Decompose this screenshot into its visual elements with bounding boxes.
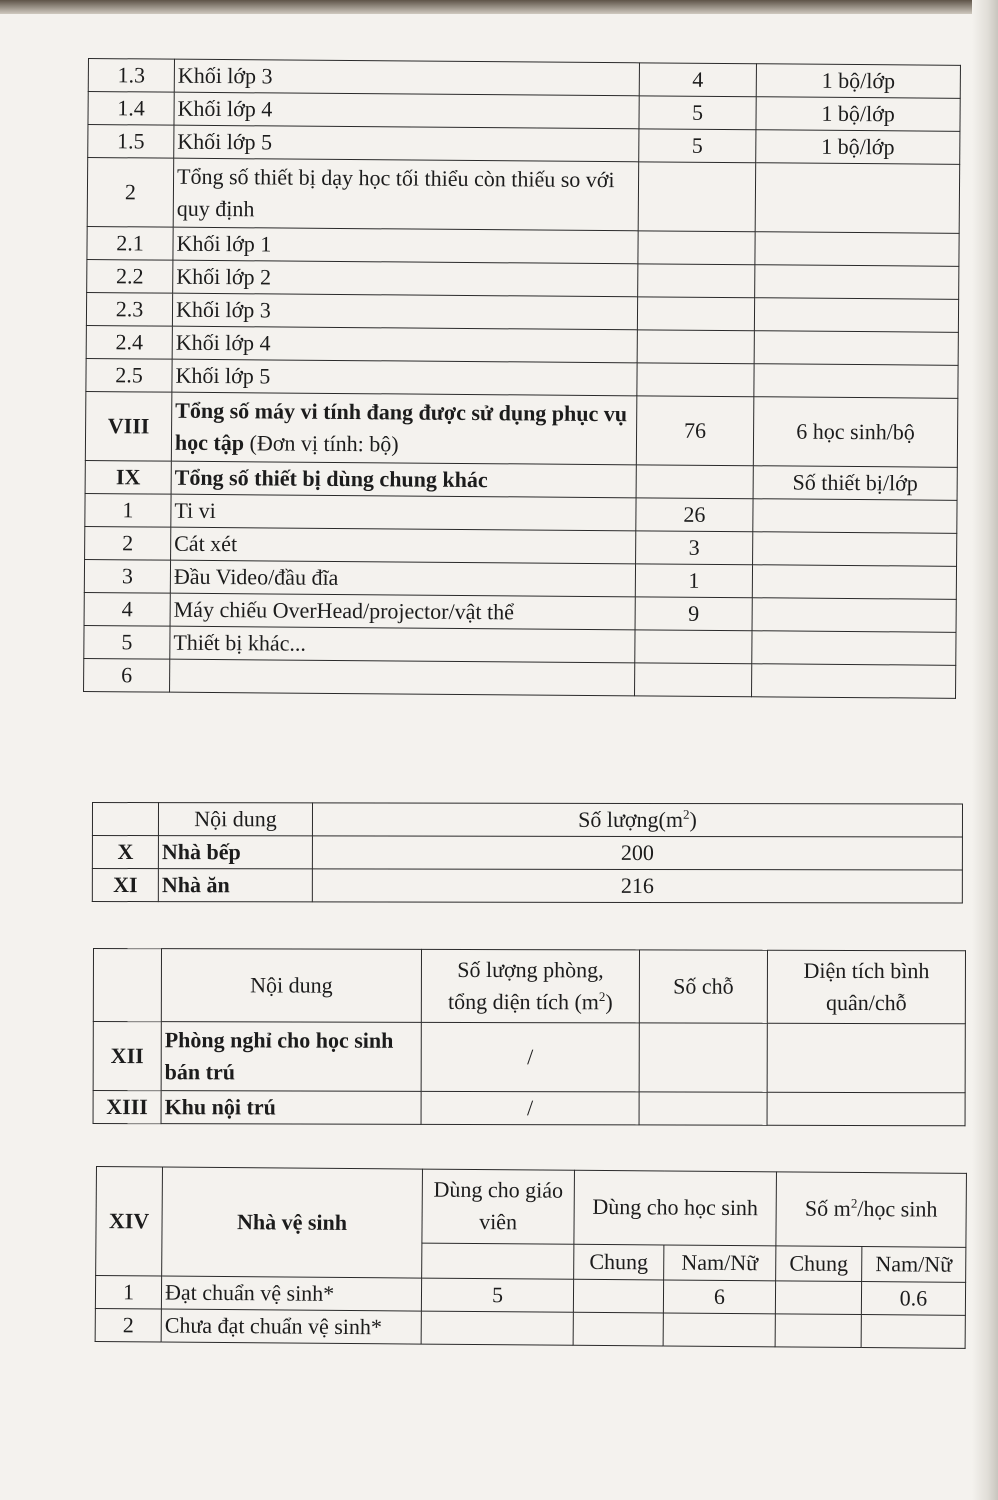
row-common bbox=[573, 1312, 663, 1346]
table-row bbox=[92, 869, 962, 904]
subheader-common: Chung bbox=[574, 1244, 664, 1280]
header-m2-suffix: /học sinh bbox=[857, 1196, 938, 1223]
table-row bbox=[84, 658, 956, 698]
section-quantity: 76 bbox=[636, 396, 754, 466]
row-content: Khối lớp 4 bbox=[174, 92, 639, 129]
row-quantity bbox=[635, 630, 752, 664]
row-content: Phòng nghỉ cho học sinh bán trú bbox=[161, 1022, 421, 1092]
row-quantity bbox=[638, 231, 755, 265]
row-number: X bbox=[92, 836, 158, 869]
row-note: 1 bộ/lớp bbox=[756, 130, 960, 165]
row-content: Đạt chuẩn vệ sinh* bbox=[161, 1276, 421, 1311]
row-quantity: 9 bbox=[635, 597, 752, 631]
row-note bbox=[753, 532, 957, 567]
header-rooms-text: tổng diện tích (m bbox=[447, 988, 599, 1015]
row-number: 2 bbox=[85, 526, 171, 560]
row-quantity: 216 bbox=[312, 869, 962, 903]
row-content: Nhà ăn bbox=[158, 869, 312, 902]
toilet-table bbox=[95, 1166, 967, 1349]
section-quantity bbox=[636, 465, 753, 499]
row-quantity: 4 bbox=[639, 63, 756, 97]
row-rooms: / bbox=[421, 1091, 639, 1125]
row-content: Ti vi bbox=[171, 494, 636, 531]
row-quantity bbox=[638, 162, 756, 232]
header-content: Nội dung bbox=[158, 803, 312, 836]
row-content: Khối lớp 4 bbox=[172, 326, 637, 363]
boarding-table bbox=[93, 948, 966, 1126]
header-area-line2: quân/chỗ bbox=[825, 989, 907, 1016]
table-row bbox=[92, 836, 962, 871]
row-number: 1.3 bbox=[88, 59, 174, 93]
section-note: 6 học sinh/bộ bbox=[753, 397, 958, 468]
row-number: 2 bbox=[87, 158, 174, 228]
row-common bbox=[573, 1279, 663, 1313]
row-number: 2.5 bbox=[86, 358, 172, 392]
row-note bbox=[752, 664, 956, 699]
row-teacher bbox=[421, 1311, 573, 1345]
row-note: 1 bộ/lớp bbox=[756, 64, 960, 99]
row-content: Đầu Video/đầu đĩa bbox=[170, 560, 635, 597]
table-header-row bbox=[93, 949, 965, 1024]
table-row bbox=[93, 1091, 965, 1126]
document-page bbox=[0, 14, 998, 1500]
row-number: 5 bbox=[84, 625, 170, 659]
subheader-gender: Nam/Nữ bbox=[664, 1245, 776, 1281]
section-row-viii bbox=[85, 391, 958, 467]
table-header-row bbox=[92, 803, 962, 838]
row-content: Khối lớp 3 bbox=[174, 59, 639, 96]
row-content: Khối lớp 3 bbox=[172, 293, 637, 330]
header-m2-text: Số m bbox=[804, 1195, 851, 1222]
row-quantity: 200 bbox=[312, 836, 962, 870]
row-content: Khối lớp 5 bbox=[172, 359, 637, 396]
section-number: VIII bbox=[85, 391, 172, 461]
row-content: Cát xét bbox=[171, 527, 636, 564]
row-note bbox=[752, 598, 956, 633]
header-empty-cell bbox=[92, 803, 158, 836]
row-content: Khu nội trú bbox=[161, 1091, 421, 1125]
section-title: Tổng số máy vi tính đang được sử dụng phục vụ học tập bbox=[174, 397, 628, 456]
row-m2-gender: 0.6 bbox=[861, 1282, 965, 1316]
row-note bbox=[754, 331, 958, 366]
header-quantity-close: ) bbox=[689, 807, 697, 833]
row-content bbox=[170, 659, 635, 696]
row-quantity bbox=[635, 663, 752, 697]
header-content: Nội dung bbox=[161, 949, 421, 1023]
table-row bbox=[95, 1308, 965, 1348]
row-content: Khối lớp 2 bbox=[173, 260, 638, 297]
table-row bbox=[87, 158, 960, 234]
row-number: 6 bbox=[84, 658, 170, 692]
row-gender bbox=[663, 1313, 775, 1347]
equipment-table-body bbox=[84, 59, 961, 699]
row-note bbox=[755, 265, 959, 300]
header-quantity-sup: 2 bbox=[682, 806, 690, 822]
section-number: XIV bbox=[96, 1167, 163, 1277]
row-number: XI bbox=[92, 869, 158, 902]
row-number: 3 bbox=[84, 559, 170, 593]
row-area bbox=[767, 1092, 965, 1126]
row-note bbox=[755, 163, 960, 234]
header-rooms-line2 bbox=[425, 986, 636, 1018]
header-quantity-text: Số lượng(m bbox=[578, 806, 683, 833]
row-number: 4 bbox=[84, 592, 170, 626]
row-number: 1.5 bbox=[88, 125, 174, 159]
row-number: 1 bbox=[85, 493, 171, 527]
row-quantity: 5 bbox=[639, 96, 756, 130]
subheader-common-m2: Chung bbox=[776, 1246, 862, 1282]
row-quantity bbox=[637, 363, 754, 397]
table-row bbox=[93, 1022, 965, 1093]
row-content: Máy chiếu OverHead/projector/vật thể bbox=[170, 593, 635, 630]
row-number: XII bbox=[93, 1022, 161, 1091]
row-quantity: 1 bbox=[635, 564, 752, 598]
kitchen-table bbox=[92, 802, 963, 904]
header-m2-sup: 2 bbox=[850, 1196, 858, 1212]
row-content: Chưa đạt chuẩn vệ sinh* bbox=[161, 1309, 421, 1344]
row-content: Nhà bếp bbox=[158, 836, 312, 869]
section-content bbox=[171, 392, 637, 465]
row-number: 1.4 bbox=[88, 92, 174, 126]
row-quantity: 26 bbox=[636, 498, 753, 532]
header-rooms-line1: Số lượng phòng, bbox=[457, 957, 604, 983]
section-number: IX bbox=[85, 460, 171, 494]
row-m2-gender bbox=[861, 1315, 965, 1349]
row-note bbox=[755, 232, 959, 267]
row-number: 2.4 bbox=[86, 325, 172, 359]
row-number: 1 bbox=[95, 1276, 161, 1310]
header-empty-cell bbox=[93, 949, 161, 1022]
row-rooms: / bbox=[421, 1022, 639, 1092]
row-quantity bbox=[638, 264, 755, 298]
row-quantity bbox=[637, 297, 754, 331]
header-rooms bbox=[421, 949, 639, 1023]
row-number: XIII bbox=[93, 1091, 161, 1124]
row-note bbox=[752, 631, 956, 666]
row-note bbox=[752, 565, 956, 600]
row-note bbox=[754, 298, 958, 333]
row-content: Tổng số thiết bị dạy học tối thiểu còn thiếu so với quy định bbox=[173, 158, 639, 231]
subheader-gender-m2: Nam/Nữ bbox=[862, 1246, 966, 1282]
row-m2-common bbox=[775, 1281, 861, 1315]
header-quantity bbox=[312, 803, 962, 837]
row-seats bbox=[639, 1023, 767, 1092]
row-number: 2 bbox=[95, 1308, 161, 1342]
header-area bbox=[767, 950, 965, 1024]
row-teacher: 5 bbox=[421, 1278, 573, 1312]
section-title: Nhà vệ sinh bbox=[162, 1167, 423, 1278]
row-number: 2.3 bbox=[86, 292, 172, 326]
header-area-line1: Diện tích bình bbox=[803, 957, 930, 984]
row-m2-common bbox=[775, 1314, 861, 1348]
row-content: Khối lớp 5 bbox=[174, 125, 639, 162]
row-area bbox=[767, 1023, 965, 1093]
row-quantity: 3 bbox=[636, 531, 753, 565]
row-quantity bbox=[637, 330, 754, 364]
row-number: 2.2 bbox=[87, 259, 173, 293]
table-header-row bbox=[96, 1167, 967, 1248]
section-unit: (Đơn vị tính: bộ) bbox=[243, 430, 399, 457]
header-rooms-close: ) bbox=[605, 989, 613, 1015]
header-m2-per-student bbox=[776, 1172, 967, 1247]
section-content: Tổng số thiết bị dùng chung khác bbox=[171, 461, 636, 498]
row-content: Khối lớp 1 bbox=[173, 227, 638, 264]
page-top-edge bbox=[0, 0, 998, 14]
row-content: Thiết bị khác... bbox=[170, 626, 635, 663]
row-note: 1 bộ/lớp bbox=[756, 97, 960, 132]
header-rooms-sup: 2 bbox=[598, 988, 606, 1005]
header-student: Dùng cho học sinh bbox=[574, 1170, 777, 1245]
row-note bbox=[754, 364, 958, 399]
row-quantity: 5 bbox=[639, 129, 756, 163]
row-seats bbox=[639, 1092, 767, 1125]
row-number: 2.1 bbox=[87, 226, 173, 260]
row-gender: 6 bbox=[663, 1280, 775, 1314]
header-teacher: Dùng cho giáo viên bbox=[422, 1169, 575, 1244]
subheader-empty-cell bbox=[422, 1243, 574, 1279]
row-note bbox=[753, 499, 957, 534]
section-note: Số thiết bị/lớp bbox=[753, 466, 957, 501]
equipment-table bbox=[83, 58, 961, 699]
header-seats: Số chỗ bbox=[639, 950, 767, 1023]
